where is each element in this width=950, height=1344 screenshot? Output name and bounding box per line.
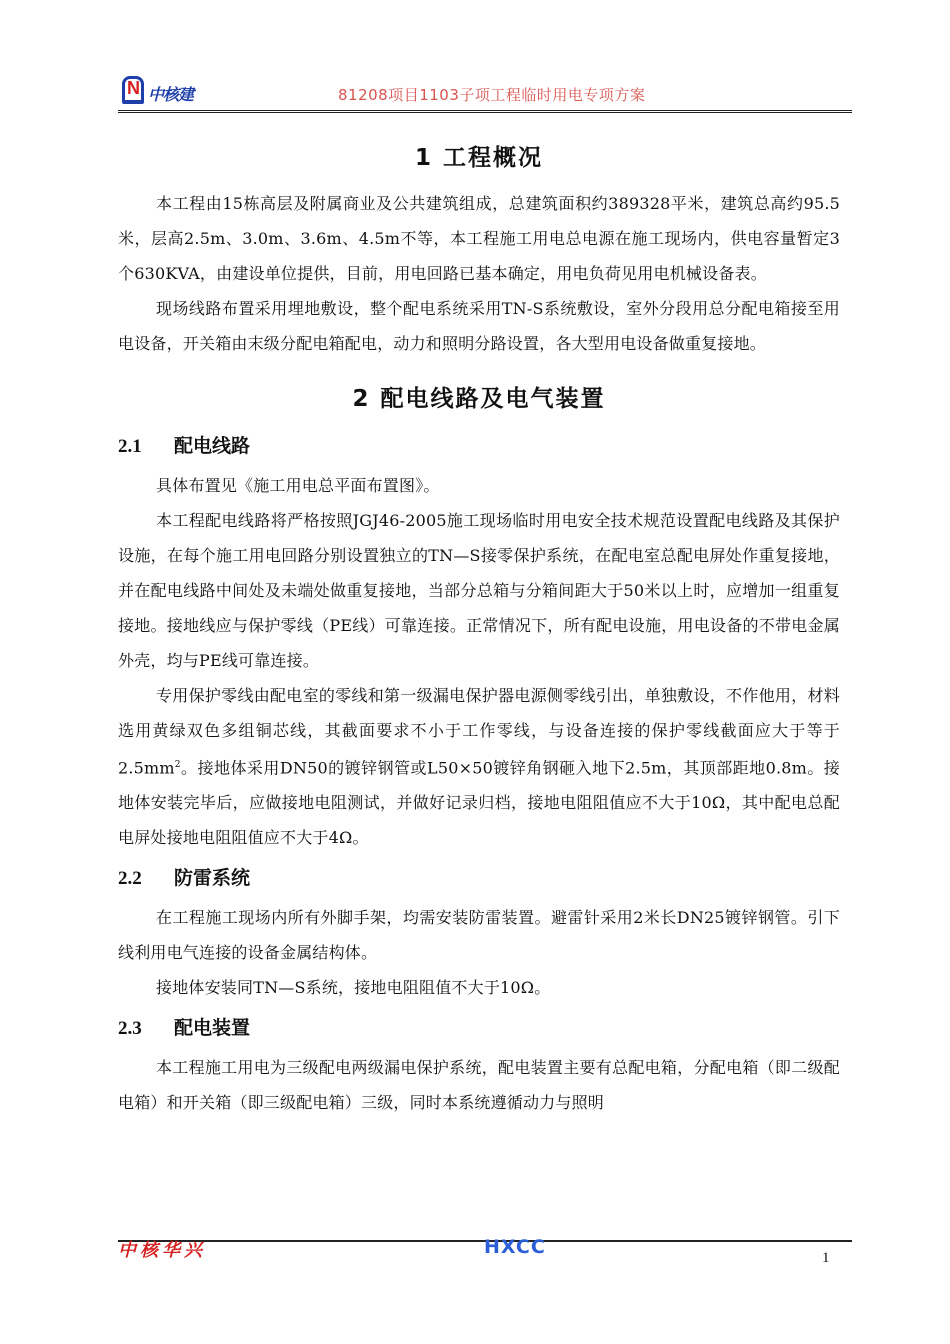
company-logo [118,74,218,108]
section-2-title: 2 配电线路及电气装置 [352,386,606,412]
subsection-number: 2.2 [118,868,142,890]
header-divider-secondary [118,112,852,113]
superscript: 2 [174,760,181,770]
page-number: 1 [822,1250,830,1266]
subsection-paragraph: 具体布置见《施工用电总平面布置图》。 [156,476,440,495]
subsection-number: 2.1 [118,436,142,457]
paragraph-text: 专用保护零线由配电室的零线和第一级漏电保护器电源侧零线引出，单独敷设，不作他用，材料选用黄绿双色多组铜芯线，其截面要求不小于工作零线，与设备连接的保护零线截面应大于等于2.5mm [118,686,840,778]
subsection-paragraph: 本工程施工用电为三级配电两级漏电保护系统，配电装置主要有总配电箱，分配电箱（即二级配电箱）和开关箱（即三级配电箱）三级，同时本系统遵循动力与照明 [118,1058,840,1113]
subsection-2-3-heading [118,1009,840,1048]
header-title: 81208项目1103子项工程临时用电专项方案 [338,86,646,104]
logo-mark: N [127,78,140,98]
subsection-title: 配电线路 [174,435,251,457]
footer-company-code: HXCC [484,1236,546,1258]
logo-text: 中核建 [148,87,194,104]
section-1-paragraph: 本工程由15栋高层及附属商业及公共建筑组成，总建筑面积约389328平米，建筑总高约95.5米，层高2.5m、3.0m、3.6m、4.5m不等，本工程施工用电总电源在施工现场内，供电容量暂定3个630KVA，由建设单位提供，目前，用电回路已基本确定，用电负荷见用电机械设备表。 [118,194,840,283]
subsection-paragraph: 本工程配电线路将严格按照JGJ46-2005施工现场临时用电安全技术规范设置配电线路及其保护设施，在每个施工用电回路分别设置独立的TN—S接零保护系统，在配电室总配电屏处作重复接地，并在配电线路中间处及未端处做重复接地，当部分总箱与分箱间距大于50米以上时，应增加一组重复接地。接地线应与保护零线（PE线）可靠连接。正常情况下，所有配电设施，用电设备的不带电金属外壳，均与PE线可靠连接。 [118,511,840,670]
footer-brand-logo: 中核华兴 [118,1240,206,1261]
subsection-2-2-heading [118,859,840,898]
subsection-title: 配电装置 [174,1017,251,1040]
section-1-paragraph: 现场线路布置采用埋地敷设，整个配电系统采用TN-S系统敷设，室外分段用总分配电箱接至用电设备，开关箱由末级分配电箱配电，动力和照明分路设置，各大型用电设备做重复接地。 [118,299,840,353]
subsection-title: 防雷系统 [174,867,251,890]
subsection-paragraph [118,678,840,855]
subsection-2-1-heading [118,427,840,466]
paragraph-text: 。接地体采用DN50的镀锌钢管或L50×50镀锌角钢砸入地下2.5m，其顶部距地0.8m。接地体安装完毕后，应做接地电阻测试，并做好记录归档，接地电阻阻值应不大于10Ω，其中配电总配电屏处接地电阻阻值应不大于4Ω。 [118,758,840,848]
page-header [118,70,852,110]
header-divider [118,110,852,111]
subsection-paragraph: 在工程施工现场内所有外脚手架，均需安装防雷装置。避雷针采用2米长DN25镀锌钢管。引下线利用电气连接的设备金属结构体。 [118,908,840,963]
section-1-title: 1 工程概况 [414,145,543,171]
subsection-number: 2.3 [118,1018,142,1040]
subsection-paragraph: 接地体安装同TN—S系统，接地电阻阻值不大于10Ω。 [156,978,551,998]
document-body [118,126,840,1120]
